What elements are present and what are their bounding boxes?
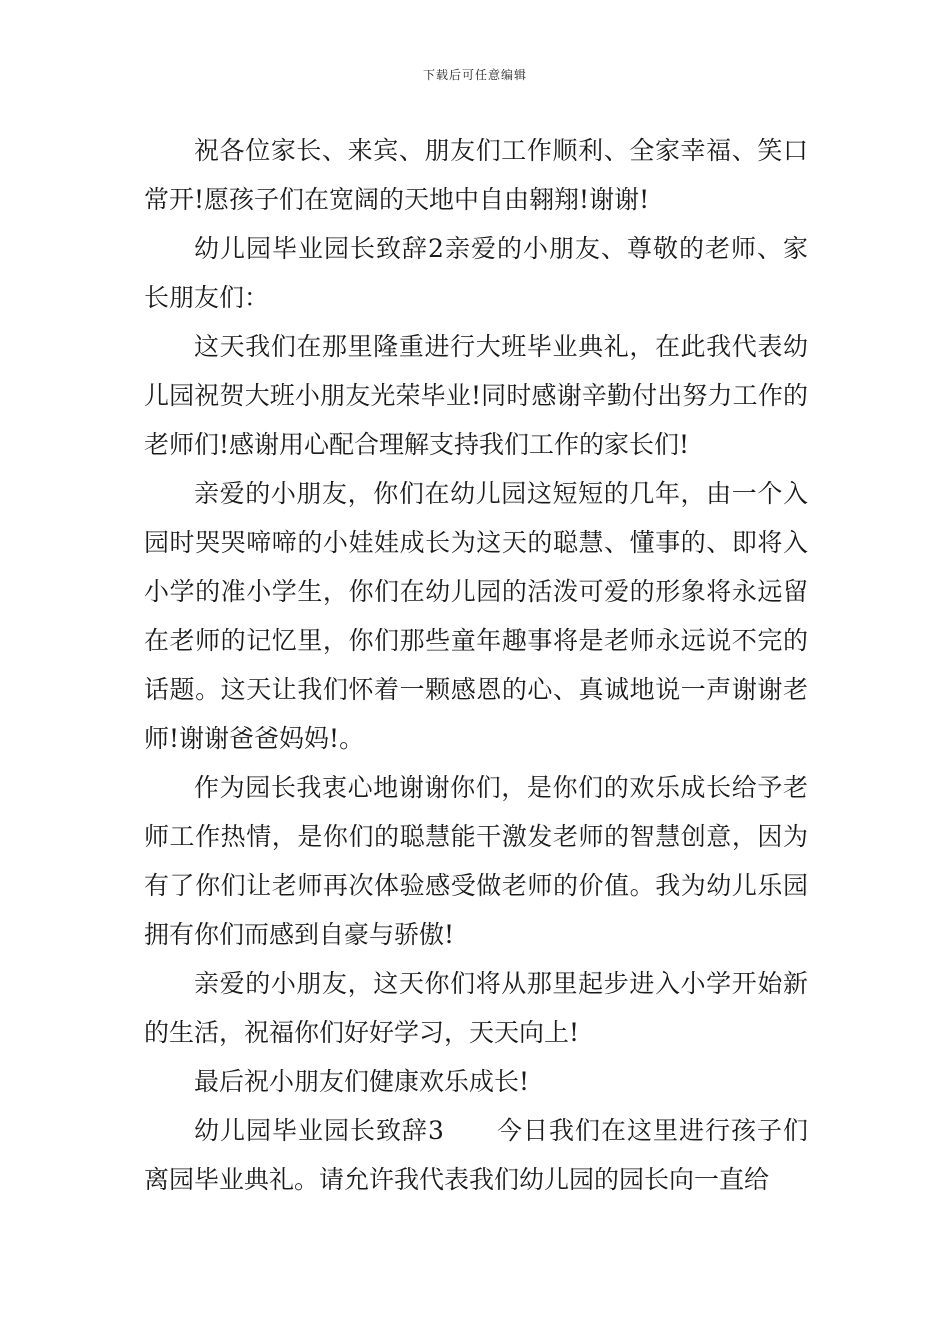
paragraph: 亲爱的小朋友，你们在幼儿园这短短的几年，由一个入园时哭哭啼啼的小娃娃成长为这天的聪慧、懂事的、即将入小学的准小学生，你们在幼儿园的活泼可爱的形象将永远留在老师的记忆里，你们那些童年趣事将是老师永远说不完的话题。这天让我们怀着一颗感恩的心、真诚地说一声谢谢老师!谢谢爸爸妈妈!。: [144, 479, 808, 753]
paragraph: 幼儿园毕业园长致辞2亲爱的小朋友、尊敬的老师、家长朋友们：: [144, 234, 808, 312]
page-header-note: 下载后可任意编辑: [422, 68, 527, 82]
paragraph: 最后祝小朋友们健康欢乐成长!: [194, 1067, 530, 1096]
document-body: [144, 126, 808, 1204]
paragraph: 亲爱的小朋友，这天你们将从那里起步进入小学开始新的生活，祝福你们好好学习，天天向上!: [144, 969, 808, 1047]
paragraph: 这天我们在那里隆重进行大班毕业典礼，在此我代表幼儿园祝贺大班小朋友光荣毕业!同时感谢辛勤付出努力工作的老师们!感谢用心配合理解支持我们工作的家长们!: [144, 332, 808, 459]
paragraph: 祝各位家长、来宾、朋友们工作顺利、全家幸福、笑口常开!愿孩子们在宽阔的天地中自由翱翔!谢谢!: [144, 136, 808, 214]
paragraph: 幼儿园毕业园长致辞3 今日我们在这里进行孩子们离园毕业典礼。请允许我代表我们幼儿园的园长向一直给: [144, 1116, 808, 1194]
paragraph: 作为园长我衷心地谢谢你们，是你们的欢乐成长给予老师工作热情，是你们的聪慧能干激发老师的智慧创意，因为有了你们让老师再次体验感受做老师的价值。我为幼儿乐园拥有你们而感到自豪与骄傲!: [144, 773, 808, 949]
